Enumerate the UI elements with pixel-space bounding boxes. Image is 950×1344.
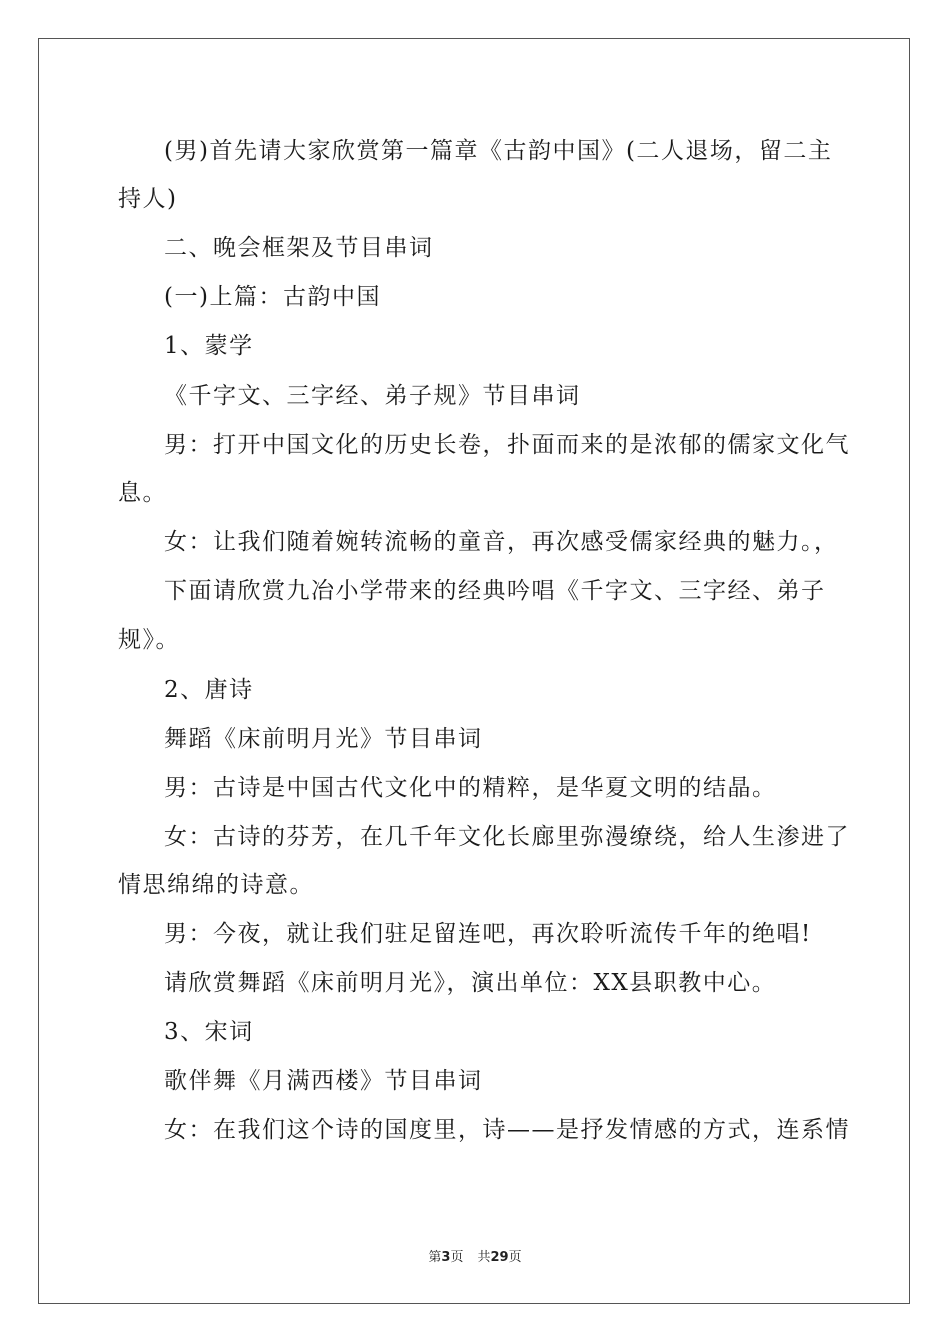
item-heading: 3、宋词	[164, 1019, 254, 1045]
paragraph-line: 男：打开中国文化的历史长卷，扑面而来的是浓郁的儒家文化气	[164, 432, 850, 458]
paragraph-line: 持人)	[118, 186, 178, 212]
paragraph-line: 请欣赏舞蹈《床前明月光》，演出单位：XX县职教中心。	[164, 970, 777, 996]
footer-page-suffix: 页	[450, 1250, 464, 1265]
footer-total-prefix: 共	[477, 1250, 491, 1265]
paragraph-line: 女：让我们随着婉转流畅的童音，再次感受儒家经典的魅力。，	[164, 529, 839, 555]
footer-page-prefix: 第	[428, 1250, 442, 1265]
paragraph-line: 女：古诗的芬芳，在几千年文化长廊里弥漫缭绕，给人生渗进了	[164, 824, 850, 850]
section-heading: 二、晚会框架及节目串词	[164, 235, 434, 261]
paragraph-line: (男)首先请大家欣赏第一篇章《古韵中国》(二人退场，留二主	[164, 138, 833, 164]
program-title: 歌伴舞《月满西楼》节目串词	[164, 1068, 483, 1094]
paragraph-line: 下面请欣赏九冶小学带来的经典吟唱《千字文、三字经、弟子	[164, 578, 826, 604]
paragraph-line: 女：在我们这个诗的国度里，诗——是抒发情感的方式，连系情	[164, 1117, 850, 1143]
footer-page-number: 3	[441, 1250, 451, 1265]
paragraph-line: 情思绵绵的诗意。	[118, 872, 314, 898]
subsection-heading: (一)上篇：古韵中国	[164, 284, 381, 310]
paragraph-line: 规》。	[118, 627, 180, 653]
paragraph-line: 男：今夜，就让我们驻足留连吧，再次聆听流传千年的绝唱!	[164, 921, 812, 947]
paragraph-line: 息。	[118, 480, 167, 506]
program-title: 舞蹈《床前明月光》节目串词	[164, 726, 483, 752]
item-heading: 1、蒙学	[164, 333, 254, 359]
program-title: 《千字文、三字经、弟子规》节目串词	[164, 383, 581, 409]
footer-total-pages: 29	[490, 1250, 509, 1265]
item-heading: 2、唐诗	[164, 677, 254, 703]
footer-total-suffix: 页	[508, 1250, 522, 1265]
page-footer	[0, 1246, 950, 1265]
paragraph-line: 男：古诗是中国古代文化中的精粹，是华夏文明的结晶。	[164, 775, 777, 801]
